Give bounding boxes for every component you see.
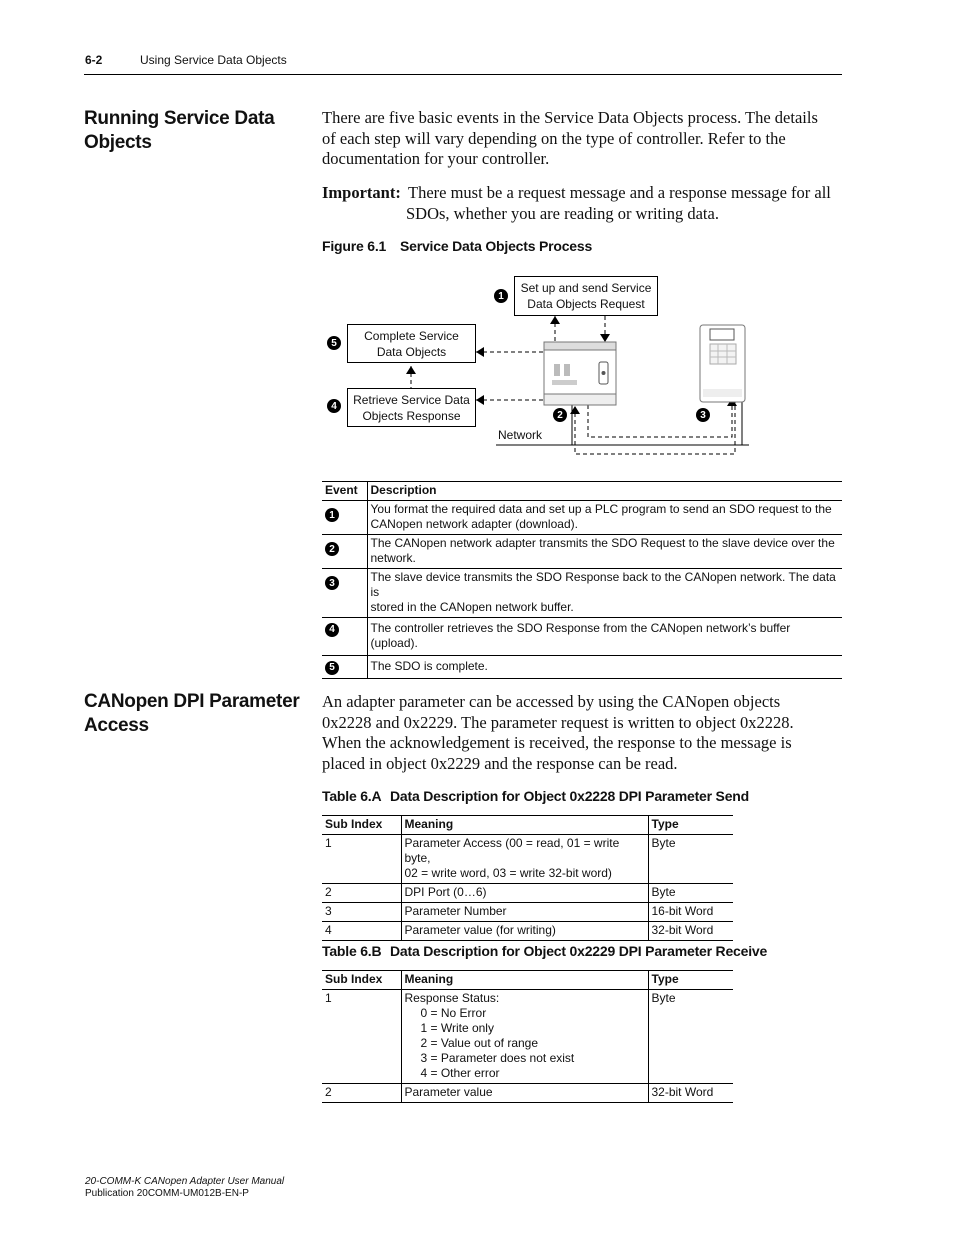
table-a-header xyxy=(322,816,733,835)
event-marker: 3 xyxy=(325,576,339,590)
sdo-process-diagram xyxy=(322,262,762,467)
events-table xyxy=(322,481,842,679)
table-row: 1 Parameter Access (00 = read, 01 = write byte, 02 = write word, 03 = write 32-bit word) Byte xyxy=(322,835,733,884)
network-label: Network xyxy=(498,428,543,442)
table-a xyxy=(322,815,733,941)
table-row: 1 You format the required data and set up a PLC program to send an SDO request to the CANopen network adapter (download). xyxy=(322,501,842,535)
event-marker: 4 xyxy=(325,623,339,637)
running-header-title: Using Service Data Objects xyxy=(140,53,287,67)
table-b xyxy=(322,970,733,1103)
col-sub-index: Sub Index xyxy=(322,971,401,990)
event-marker: 1 xyxy=(325,508,339,522)
marker-5: 5 xyxy=(327,336,341,350)
table-row: 3 The slave device transmits the SDO Response back to the CANopen network. The data is stored in the CANopen network buffer. xyxy=(322,569,842,618)
col-description: Description xyxy=(367,482,842,501)
drive-device-drawing xyxy=(700,325,745,402)
table-row: 2 The CANopen network adapter transmits the SDO Request to the slave device over the network. xyxy=(322,535,842,569)
path-response xyxy=(575,399,735,454)
marker-1: 1 xyxy=(494,289,508,303)
table-row: 3 Parameter Number 16-bit Word xyxy=(322,903,733,922)
box-retrieve-response: Retrieve Service Data Objects Response xyxy=(347,388,476,427)
section-heading-running-sdo: Running Service Data Objects xyxy=(84,108,275,153)
table-b-header xyxy=(322,971,733,990)
header-rule xyxy=(84,74,842,75)
col-meaning: Meaning xyxy=(401,816,648,835)
col-event: Event xyxy=(322,482,367,501)
figure-caption: Figure 6.1 Service Data Objects Process xyxy=(322,238,593,254)
table-row: 4 Parameter value (for writing) 32-bit Word xyxy=(322,922,733,941)
footer-manual-title: 20-COMM-K CANopen Adapter User Manual xyxy=(85,1176,285,1187)
col-type: Type xyxy=(648,971,733,990)
controller-device-drawing xyxy=(544,342,616,405)
box-setup-request: Set up and send Service Data Objects Request xyxy=(514,276,658,316)
table-b-caption: Table 6.B Data Description for Object 0x2229 DPI Parameter Receive xyxy=(322,943,768,959)
table-row: 4 The controller retrieves the SDO Response from the CANopen network’s buffer (upload). xyxy=(322,618,842,656)
section-heading-dpi-access: CANopen DPI Parameter Access xyxy=(84,691,300,736)
footer xyxy=(85,1176,284,1200)
important-note: Important: There must be a request message and a response message for all SDOs, whether you are reading or writing data. xyxy=(322,183,831,223)
page-number: 6-2 xyxy=(85,53,103,67)
marker-4: 4 xyxy=(327,399,341,413)
marker-2: 2 xyxy=(553,408,567,422)
event-marker: 5 xyxy=(325,661,339,675)
event-marker: 2 xyxy=(325,542,339,556)
col-meaning: Meaning xyxy=(401,971,648,990)
important-label: Important: xyxy=(322,183,401,202)
intro-paragraph: There are five basic events in the Service Data Objects process. The details of each step will vary depending on the type of controller. Refer to the documentation for your controller. xyxy=(322,108,818,168)
table-row: 1 Response Status: 0 = No Error 1 = Write only 2 = Value out of range 3 = Parameter does not exist 4 = Other error Byte xyxy=(322,990,733,1084)
events-table-header xyxy=(322,482,842,501)
box-complete-sdo: Complete Service Data Objects xyxy=(347,324,476,363)
col-type: Type xyxy=(648,816,733,835)
marker-3: 3 xyxy=(696,408,710,422)
table-row: 2 Parameter value 32-bit Word xyxy=(322,1084,733,1103)
table-row: 5 The SDO is complete. xyxy=(322,656,842,679)
table-row: 2 DPI Port (0…6) Byte xyxy=(322,884,733,903)
col-sub-index: Sub Index xyxy=(322,816,401,835)
footer-publication: Publication 20COMM-UM012B-EN-P xyxy=(85,1188,249,1199)
table-a-caption: Table 6.A Data Description for Object 0x2228 DPI Parameter Send xyxy=(322,788,749,804)
dpi-paragraph: An adapter parameter can be accessed by using the CANopen objects 0x2228 and 0x2229. The parameter request is written to object 0x2228. When the acknowledgement is received, the response to the message is placed in object 0x2229 and the response can be read. xyxy=(322,692,794,773)
